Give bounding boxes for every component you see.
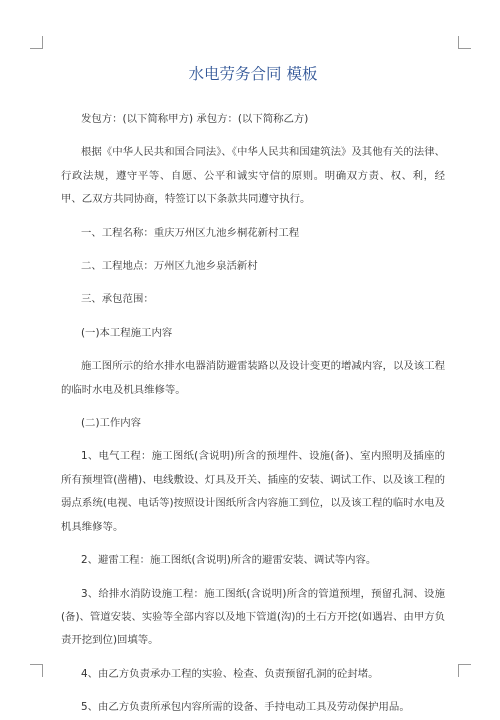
crop-mark-top-left	[30, 36, 43, 49]
paragraph-construction-content-heading: (一)本工程施工内容	[81, 326, 173, 339]
paragraph-plumbing-fire-protection: 3、给排水消防设施工程：施工图纸(含说明)所含的管道预埋，预留孔洞、设施(备)、管道安装、实验等全部内容以及地下管道(沟)的土石方开挖(如遇岩、由甲方负责开挖到位)回填等。	[61, 587, 445, 647]
document-page	[61, 62, 445, 720]
paragraph-basis: 根据《中华人民共和国合同法》、《中华人民共和国建筑法》及其他有关的法律、行政法规，遵守平等、自愿、公平和诚实守信的原则。明确双方责、权、利，经甲、乙双方共同协商，特签订以下条款共同遵守执行。	[61, 146, 445, 206]
document-title: 水电劳务合同 模板	[188, 65, 318, 83]
crop-mark-bottom-right	[458, 664, 471, 677]
paragraph-project-location: 二、工程地点：万州区九池乡泉活新村	[81, 260, 258, 273]
paragraph-construction-content: 施工图所示的给水排水电器消防避雷装路以及设计变更的增减内容，以及该工程的临时水电及机具维修等。	[61, 360, 445, 396]
paragraph-testing-inspection: 4、由乙方负责承办工程的实验、检查、负责预留孔洞的砼封堵。	[81, 667, 379, 680]
paragraph-scope-heading: 三、承包范围：	[81, 293, 154, 306]
paragraph-electrical-work: 1、电气工程：施工图纸(含说明)所含的预埋件、设施(备)、室内照明及插座的所有预埋管(凿槽)、电线敷设、灯具及开关、插座的安装、调试工作、以及该工程的弱点系统(电视、电话等)按照设计图纸所含内容施工到位，以及该工程的临时水电及机具维修等。	[61, 450, 445, 533]
paragraph-equipment-tools: 5、由乙方负责所承包内容所需的设备、手持电动工具及劳动保护用品。	[81, 701, 410, 714]
crop-mark-top-right	[458, 36, 471, 49]
paragraph-project-name: 一、工程名称：重庆万州区九池乡桐花新村工程	[81, 226, 300, 239]
paragraph-lightning-protection: 2、避雷工程：施工图纸(含说明)所含的避雷安装、调试等内容。	[81, 554, 377, 567]
paragraph-parties: 发包方：(以下简称甲方) 承包方：(以下简称乙方)	[81, 113, 309, 125]
crop-mark-bottom-left	[30, 664, 43, 677]
paragraph-work-content-heading: (二)工作内容	[81, 417, 142, 430]
